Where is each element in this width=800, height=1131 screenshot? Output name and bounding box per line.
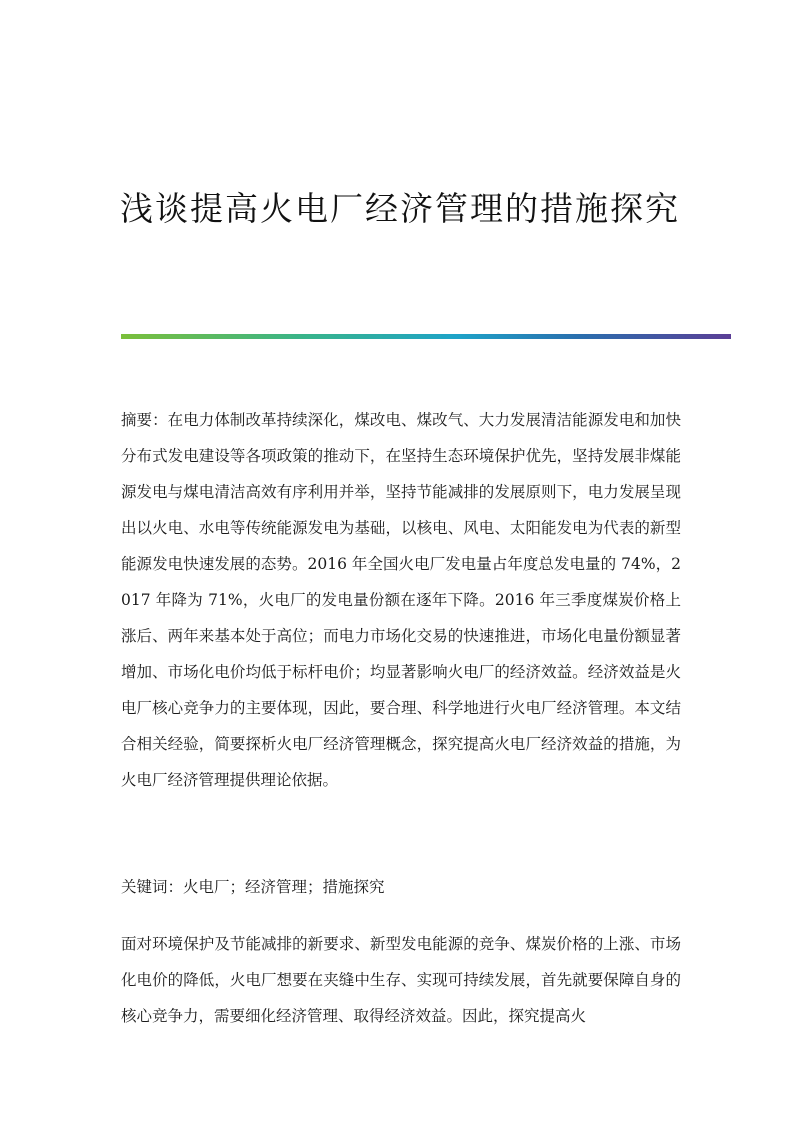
body-paragraph: 面对环境保护及节能减排的新要求、新型发电能源的竞争、煤炭价格的上涨、市场化电价的降低，火电厂想要在夹缝中生存、实现可持续发展，首先就要保障自身的核心竞争力，需要细化经济管理、取得经济效益。因此，探究提高火 [121,935,681,1025]
page-title: 浅谈提高火电厂经济管理的措施探究 [120,189,680,228]
title-divider [121,334,731,339]
keywords-line: 关键词：火电厂；经济管理；措施探究 [121,878,385,896]
abstract-paragraph: 摘要：在电力体制改革持续深化，煤改电、煤改气、大力发展清洁能源发电和加快分布式发电建设等各项政策的推动下，在坚持生态环境保护优先，坚持发展非煤能源发电与煤电清洁高效有序利用并举，坚持节能减排的发展原则下，电力发展呈现出以火电、水电等传统能源发电为基础，以核电、风电、太阳能发电为代表的新型能源发电快速发展的态势。2016 年全国火电厂发电量占年度总发电量的 74%，2017 年降为 71%，火电厂的发电量份额在逐年下降。2016 年三季度煤炭价格上涨后、两年来基本处于高位；而电力市场化交易的快速推进，市场化电量份额显著增加、市场化电价均低于标杆电价；均显著影响火电厂的经济效益。经济效益是火电厂核心竞争力的主要体现，因此，要合理、科学地进行火电厂经济管理。本文结合相关经验，简要探析火电厂经济管理概念，探究提高火电厂经济效益的措施，为火电厂经济管理提供理论依据。 [121,411,681,789]
